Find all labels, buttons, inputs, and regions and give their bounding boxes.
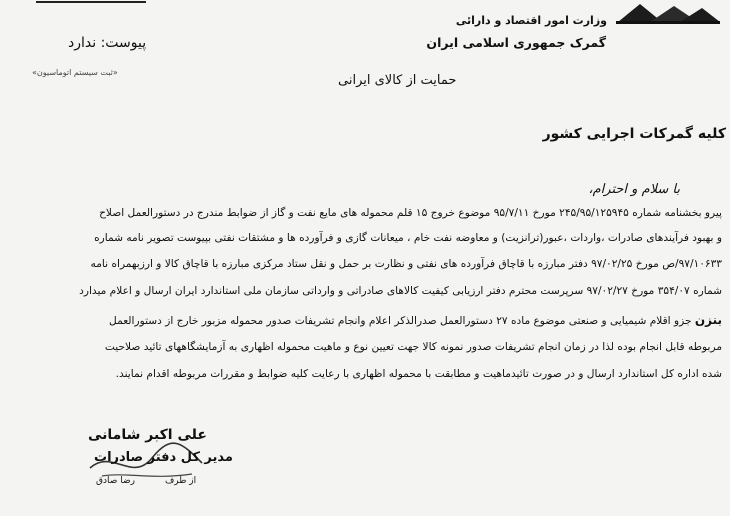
signatory-name: علی اکبر شامانی (88, 427, 207, 443)
organization-name: گمرک جمهوری اسلامی ایران (426, 35, 606, 50)
greeting: با سلام و احترام، (588, 182, 680, 197)
bold-word: بنزن (694, 313, 722, 327)
signatory-title: مدیر کل دفتر صادرات (94, 450, 233, 465)
body-line-5 (109, 313, 722, 327)
signer-name: رضا صادق (96, 476, 135, 486)
body-line-3: ۹۷/۱۰۶۳۳/ص مورخ ۹۷/۰۲/۲۵ دفتر مبارزه با قاچاق فرآورده های نفتی و نظارت بر حمل و نقل ستاد مرکزی مبارزه با قاچاق کالا و ارزبهمراه نامه (90, 258, 722, 270)
date-row-cut (36, 0, 146, 6)
system-note: «ثبت سیستم اتوماسیون» (32, 68, 118, 77)
body-line-4: شماره ۳۵۴/۰۷ مورخ ۹۷/۰۲/۲۷ سرپرست محترم دفتر ارزیابی کیفیت کالاهای صادراتی و وارداتی سازمان ملی استاندارد ایران ارسال و اعلام میدارد (79, 285, 722, 297)
body-line-6: مربوطه قابل انجام بوده لذا در زمان انجام تشریفات صدور نمونه کالا جهت تعیین نوع و ماهیت محموله اظهاری به آزمایشگاههای تائید صلاحیت (104, 341, 722, 353)
body-line-1: پیرو بخشنامه شماره ۲۴۵/۹۵/۱۲۵۹۴۵ مورخ ۹۵/۷/۱۱ موضوع خروج ۱۵ قلم محموله های مایع نفت و گاز از ضوابط مندرج در دستورالعمل اصلاح (99, 207, 722, 219)
on-behalf-label: از طرف (164, 476, 197, 486)
attachment-label: پیوست: ندارد (68, 35, 147, 51)
ministry-name: وزارت امور اقتصاد و دارائی (455, 14, 607, 27)
signed-on-behalf (96, 476, 196, 486)
addressee: کلیه گمرکات اجرایی کشور (542, 126, 726, 142)
customs-logo (610, 2, 722, 24)
body-line-7: شده اداره کل استاندارد ارسال و در صورت تائیدماهیت و مطابقت با محموله اظهاری با رعایت کلیه ضوابط و مقررات مربوطه اقدام نمایند. (115, 368, 722, 380)
body-line-5-text: جزو اقلام شیمیایی و صنعتی موضوع ماده ۲۷ دستورالعمل صدرالذکر اعلام وانجام تشریفات صدور محموله مزبور خارج از دستورالعمل (109, 315, 692, 327)
customs-emblem-icon (610, 2, 722, 24)
body-line-2: و بهبود فرآیندهای صادرات ،واردات ،عبور(ترانزیت) و معاوضه نفت خام ، میعانات گازی و فرآورده ها و مشتقات نفتی بپیوست تصویر نامه شماره (94, 232, 722, 244)
slogan: حمایت از کالای ایرانی (338, 73, 457, 88)
